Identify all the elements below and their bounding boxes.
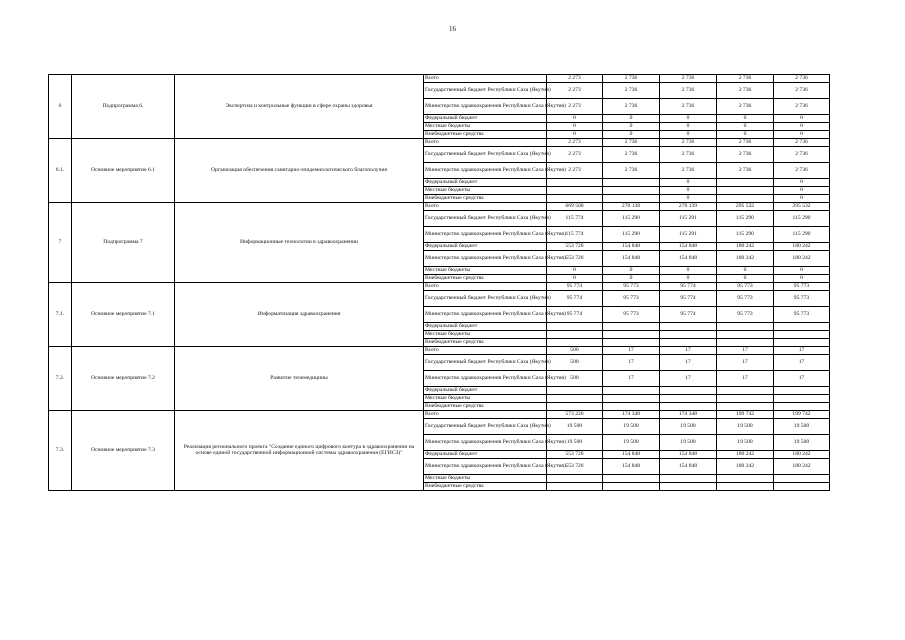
funding-source-label: Государственный бюджет Республики Саха (Якутия) xyxy=(424,211,547,227)
amount-cell xyxy=(547,187,603,195)
amount-cell: 2 736 xyxy=(603,147,660,163)
amount-cell: 2 736 xyxy=(774,147,830,163)
amount-cell: 95 774 xyxy=(547,283,603,291)
amount-cell: 17 xyxy=(717,347,774,355)
amount-cell: 115 774 xyxy=(547,227,603,243)
amount-cell xyxy=(717,395,774,403)
funding-source-label: Внебюджетные средства xyxy=(424,339,547,347)
amount-cell: 2 273 xyxy=(547,147,603,163)
amount-cell xyxy=(774,483,830,491)
amount-cell: 17 xyxy=(603,371,660,387)
table-row xyxy=(49,283,830,291)
amount-cell: 2 736 xyxy=(660,83,717,99)
amount-cell: 0 xyxy=(774,115,830,123)
amount-cell: 95 773 xyxy=(774,283,830,291)
amount-cell: 553 726 xyxy=(547,459,603,475)
amount-cell: 553 726 xyxy=(547,243,603,251)
section-name: Подпрограмма 6. xyxy=(72,75,175,139)
amount-cell: 95 774 xyxy=(660,283,717,291)
section-number: 7.1. xyxy=(49,283,72,347)
amount-cell: 17 xyxy=(660,347,717,355)
amount-cell: 115 291 xyxy=(660,227,717,243)
amount-cell: 17 xyxy=(774,355,830,371)
amount-cell: 573 226 xyxy=(547,411,603,419)
amount-cell xyxy=(603,403,660,411)
funding-source-label: Государственный бюджет Республики Саха (Якутия) xyxy=(424,291,547,307)
amount-cell xyxy=(774,395,830,403)
table-row xyxy=(49,203,830,211)
funding-source-label: Местные бюджеты xyxy=(424,395,547,403)
amount-cell: 115 290 xyxy=(603,211,660,227)
amount-cell: 154 848 xyxy=(660,451,717,459)
amount-cell: 2 736 xyxy=(660,163,717,179)
amount-cell: 95 773 xyxy=(603,283,660,291)
amount-cell xyxy=(660,339,717,347)
funding-source-label: Федеральный бюджет xyxy=(424,323,547,331)
section-description: Экспертиза и контрольные функции в сфере охраны здоровья xyxy=(175,75,424,139)
amount-cell: 19 500 xyxy=(603,419,660,435)
amount-cell xyxy=(603,187,660,195)
amount-cell: 95 774 xyxy=(660,307,717,323)
amount-cell: 95 773 xyxy=(717,283,774,291)
amount-cell xyxy=(660,475,717,483)
amount-cell: 500 xyxy=(547,355,603,371)
amount-cell: 2 273 xyxy=(547,83,603,99)
funding-source-label: Внебюджетные средства xyxy=(424,403,547,411)
amount-cell xyxy=(717,475,774,483)
amount-cell: 154 848 xyxy=(660,243,717,251)
amount-cell xyxy=(660,331,717,339)
section-name: Основное мероприятие 7.2 xyxy=(72,347,175,411)
amount-cell: 0 xyxy=(717,131,774,139)
amount-cell: 2 736 xyxy=(717,163,774,179)
funding-source-label: Всего xyxy=(424,139,547,147)
amount-cell: 115 290 xyxy=(603,227,660,243)
amount-cell: 115 290 xyxy=(717,211,774,227)
amount-cell xyxy=(717,339,774,347)
amount-cell: 17 xyxy=(660,371,717,387)
funding-source-label: Всего xyxy=(424,75,547,83)
amount-cell: 174 348 xyxy=(660,411,717,419)
section-number: 7.2. xyxy=(49,347,72,411)
funding-source-label: Министерство здравоохранения Республики Саха (Якутия) xyxy=(424,227,547,243)
amount-cell: 0 xyxy=(660,275,717,283)
amount-cell: 0 xyxy=(774,123,830,131)
amount-cell: 95 773 xyxy=(603,307,660,323)
amount-cell: 0 xyxy=(603,115,660,123)
amount-cell: 0 xyxy=(774,131,830,139)
amount-cell: 0 xyxy=(774,195,830,203)
amount-cell: 0 xyxy=(603,123,660,131)
amount-cell: 95 774 xyxy=(547,307,603,323)
amount-cell: 0 xyxy=(660,123,717,131)
table-row xyxy=(49,75,830,83)
amount-cell xyxy=(717,323,774,331)
funding-source-label: Местные бюджеты xyxy=(424,331,547,339)
amount-cell: 2 736 xyxy=(717,83,774,99)
amount-cell: 115 290 xyxy=(717,227,774,243)
section-number: 7.3. xyxy=(49,411,72,491)
section-name: Основное мероприятие 6.1 xyxy=(72,139,175,203)
amount-cell xyxy=(660,395,717,403)
amount-cell: 19 500 xyxy=(774,419,830,435)
amount-cell: 17 xyxy=(717,371,774,387)
amount-cell: 180 242 xyxy=(774,251,830,267)
amount-cell: 95 773 xyxy=(774,307,830,323)
amount-cell xyxy=(603,483,660,491)
amount-cell xyxy=(547,331,603,339)
amount-cell xyxy=(603,395,660,403)
amount-cell: 2 736 xyxy=(660,75,717,83)
amount-cell: 115 291 xyxy=(660,211,717,227)
amount-cell xyxy=(547,483,603,491)
amount-cell: 0 xyxy=(717,123,774,131)
amount-cell: 154 848 xyxy=(603,251,660,267)
section-number: 6.1. xyxy=(49,139,72,203)
amount-cell: 0 xyxy=(547,275,603,283)
funding-source-label: Государственный бюджет Республики Саха (Якутия) xyxy=(424,419,547,435)
amount-cell: 19 500 xyxy=(717,419,774,435)
amount-cell xyxy=(547,339,603,347)
amount-cell: 180 242 xyxy=(774,451,830,459)
amount-cell xyxy=(717,403,774,411)
amount-cell: 19 500 xyxy=(603,435,660,451)
amount-cell xyxy=(603,387,660,395)
amount-cell: 19 500 xyxy=(660,419,717,435)
amount-cell xyxy=(660,323,717,331)
amount-cell xyxy=(717,187,774,195)
amount-cell: 180 242 xyxy=(717,451,774,459)
section-description: Развитие телемедицины xyxy=(175,347,424,411)
amount-cell: 17 xyxy=(774,371,830,387)
amount-cell: 154 848 xyxy=(660,251,717,267)
amount-cell: 0 xyxy=(660,187,717,195)
funding-source-label: Всего xyxy=(424,347,547,355)
amount-cell xyxy=(774,339,830,347)
section-description: Организация обеспечения санитарно-эпидемиологического благополучия xyxy=(175,139,424,203)
amount-cell: 2 736 xyxy=(660,99,717,115)
amount-cell: 174 348 xyxy=(603,411,660,419)
amount-cell: 295 532 xyxy=(774,203,830,211)
amount-cell: 0 xyxy=(603,267,660,275)
funding-source-label: Министерство здравоохранения Республики Саха (Якутия) xyxy=(424,371,547,387)
amount-cell: 0 xyxy=(774,275,830,283)
funding-source-label: Государственный бюджет Республики Саха (Якутия) xyxy=(424,355,547,371)
amount-cell xyxy=(603,179,660,187)
table-row xyxy=(49,347,830,355)
amount-cell xyxy=(717,387,774,395)
amount-cell: 95 773 xyxy=(774,291,830,307)
amount-cell: 0 xyxy=(547,123,603,131)
funding-source-label: Министерство здравоохранения Республики Саха (Якутия) xyxy=(424,307,547,323)
amount-cell: 270 138 xyxy=(603,203,660,211)
funding-source-label: Министерство здравоохранения Республики Саха (Якутия) xyxy=(424,435,547,451)
amount-cell xyxy=(547,475,603,483)
funding-source-label: Внебюджетные средства xyxy=(424,483,547,491)
amount-cell: 0 xyxy=(717,267,774,275)
amount-cell: 0 xyxy=(660,195,717,203)
section-name: Основное мероприятие 7.3 xyxy=(72,411,175,491)
amount-cell: 180 242 xyxy=(717,243,774,251)
section-number: 7 xyxy=(49,203,72,283)
amount-cell xyxy=(660,387,717,395)
amount-cell: 2 273 xyxy=(547,99,603,115)
funding-source-label: Министерство здравоохранения Республики Саха (Якутия) xyxy=(424,99,547,115)
amount-cell xyxy=(774,387,830,395)
funding-source-label: Министерство здравоохранения Республики Саха (Якутия) xyxy=(424,459,547,475)
amount-cell: 0 xyxy=(774,267,830,275)
amount-cell: 2 736 xyxy=(603,83,660,99)
amount-cell: 199 742 xyxy=(774,411,830,419)
amount-cell: 95 774 xyxy=(547,291,603,307)
amount-cell: 19 500 xyxy=(717,435,774,451)
amount-cell: 295 532 xyxy=(717,203,774,211)
amount-cell: 0 xyxy=(603,131,660,139)
amount-cell xyxy=(603,331,660,339)
amount-cell xyxy=(717,331,774,339)
amount-cell: 2 736 xyxy=(603,139,660,147)
amount-cell: 180 242 xyxy=(717,251,774,267)
amount-cell xyxy=(603,339,660,347)
amount-cell: 199 742 xyxy=(717,411,774,419)
amount-cell: 2 273 xyxy=(547,139,603,147)
amount-cell: 0 xyxy=(547,267,603,275)
amount-cell: 0 xyxy=(547,115,603,123)
funding-source-label: Федеральный бюджет xyxy=(424,115,547,123)
funding-source-label: Федеральный бюджет xyxy=(424,179,547,187)
amount-cell: 154 848 xyxy=(603,459,660,475)
amount-cell: 553 726 xyxy=(547,451,603,459)
amount-cell: 2 736 xyxy=(603,163,660,179)
amount-cell: 154 848 xyxy=(603,243,660,251)
amount-cell xyxy=(774,475,830,483)
amount-cell: 95 774 xyxy=(660,291,717,307)
amount-cell xyxy=(717,179,774,187)
amount-cell: 0 xyxy=(717,275,774,283)
amount-cell xyxy=(660,403,717,411)
amount-cell: 180 242 xyxy=(774,243,830,251)
amount-cell: 0 xyxy=(547,131,603,139)
amount-cell xyxy=(717,483,774,491)
amount-cell: 2 736 xyxy=(774,83,830,99)
amount-cell: 19 500 xyxy=(774,435,830,451)
amount-cell: 19 500 xyxy=(547,419,603,435)
funding-source-label: Всего xyxy=(424,203,547,211)
amount-cell xyxy=(603,195,660,203)
amount-cell: 115 290 xyxy=(774,227,830,243)
amount-cell: 2 273 xyxy=(547,75,603,83)
funding-source-label: Внебюджетные средства xyxy=(424,131,547,139)
funding-source-label: Федеральный бюджет xyxy=(424,451,547,459)
funding-source-label: Местные бюджеты xyxy=(424,267,547,275)
budget-table xyxy=(48,74,830,491)
amount-cell: 2 273 xyxy=(547,163,603,179)
amount-cell: 17 xyxy=(603,347,660,355)
amount-cell: 2 736 xyxy=(717,75,774,83)
amount-cell: 0 xyxy=(660,115,717,123)
section-number: 6 xyxy=(49,75,72,139)
amount-cell: 17 xyxy=(717,355,774,371)
amount-cell: 0 xyxy=(717,115,774,123)
amount-cell: 95 773 xyxy=(717,307,774,323)
section-name: Основное мероприятие 7.1 xyxy=(72,283,175,347)
funding-source-label: Федеральный бюджет xyxy=(424,387,547,395)
amount-cell xyxy=(603,475,660,483)
amount-cell xyxy=(774,323,830,331)
funding-source-label: Министерство здравоохранения Республики Саха (Якутия) xyxy=(424,163,547,179)
amount-cell: 115 290 xyxy=(774,211,830,227)
amount-cell: 180 242 xyxy=(717,459,774,475)
amount-cell: 0 xyxy=(660,179,717,187)
amount-cell xyxy=(660,483,717,491)
amount-cell: 17 xyxy=(660,355,717,371)
amount-cell: 2 736 xyxy=(660,139,717,147)
amount-cell: 2 736 xyxy=(603,75,660,83)
amount-cell: 2 736 xyxy=(717,139,774,147)
amount-cell: 2 736 xyxy=(717,99,774,115)
amount-cell: 95 773 xyxy=(603,291,660,307)
amount-cell: 2 736 xyxy=(774,99,830,115)
amount-cell xyxy=(547,403,603,411)
table-row xyxy=(49,139,830,147)
funding-source-label: Федеральный бюджет xyxy=(424,243,547,251)
amount-cell: 500 xyxy=(547,347,603,355)
page-number: 16 xyxy=(449,25,456,33)
amount-cell: 17 xyxy=(774,347,830,355)
funding-source-label: Всего xyxy=(424,411,547,419)
amount-cell xyxy=(717,195,774,203)
amount-cell: 2 736 xyxy=(660,147,717,163)
amount-cell: 500 xyxy=(547,371,603,387)
funding-source-label: Государственный бюджет Республики Саха (Якутия) xyxy=(424,83,547,99)
amount-cell: 270 139 xyxy=(660,203,717,211)
amount-cell xyxy=(774,403,830,411)
section-description: Информатизация здравоохранения xyxy=(175,283,424,347)
amount-cell: 0 xyxy=(774,179,830,187)
amount-cell: 0 xyxy=(660,267,717,275)
amount-cell xyxy=(774,331,830,339)
amount-cell: 2 736 xyxy=(774,75,830,83)
amount-cell xyxy=(547,387,603,395)
amount-cell: 115 774 xyxy=(547,211,603,227)
amount-cell: 19 500 xyxy=(660,435,717,451)
amount-cell: 0 xyxy=(603,275,660,283)
section-description: Реализация регионального проекта "Создание единого цифрового контура в здравоохранении на основе единой государственной информационной системы здравоохранения (ЕГИСЗ)" xyxy=(175,411,424,491)
amount-cell: 553 726 xyxy=(547,251,603,267)
funding-source-label: Внебюджетные средства xyxy=(424,275,547,283)
funding-source-label: Государственный бюджет Республики Саха (Якутия) xyxy=(424,147,547,163)
funding-source-label: Внебюджетные средства xyxy=(424,195,547,203)
amount-cell: 180 242 xyxy=(774,459,830,475)
amount-cell: 0 xyxy=(774,187,830,195)
amount-cell xyxy=(603,323,660,331)
funding-source-label: Всего xyxy=(424,283,547,291)
funding-source-label: Местные бюджеты xyxy=(424,187,547,195)
amount-cell xyxy=(547,323,603,331)
amount-cell: 2 736 xyxy=(717,147,774,163)
amount-cell: 0 xyxy=(660,131,717,139)
amount-cell: 2 736 xyxy=(603,99,660,115)
amount-cell xyxy=(547,179,603,187)
amount-cell: 2 736 xyxy=(774,139,830,147)
amount-cell: 95 773 xyxy=(717,291,774,307)
amount-cell: 17 xyxy=(603,355,660,371)
amount-cell: 154 848 xyxy=(660,459,717,475)
amount-cell xyxy=(547,395,603,403)
section-description: Информационные технологии в здравоохранении xyxy=(175,203,424,283)
section-name: Подпрограмма 7 xyxy=(72,203,175,283)
amount-cell: 2 736 xyxy=(774,163,830,179)
amount-cell: 154 848 xyxy=(603,451,660,459)
funding-source-label: Министерство здравоохранения Республики Саха (Якутия) xyxy=(424,251,547,267)
table-row xyxy=(49,411,830,419)
funding-source-label: Местные бюджеты xyxy=(424,475,547,483)
funding-source-label: Местные бюджеты xyxy=(424,123,547,131)
amount-cell xyxy=(547,195,603,203)
amount-cell: 669 500 xyxy=(547,203,603,211)
amount-cell: 19 500 xyxy=(547,435,603,451)
